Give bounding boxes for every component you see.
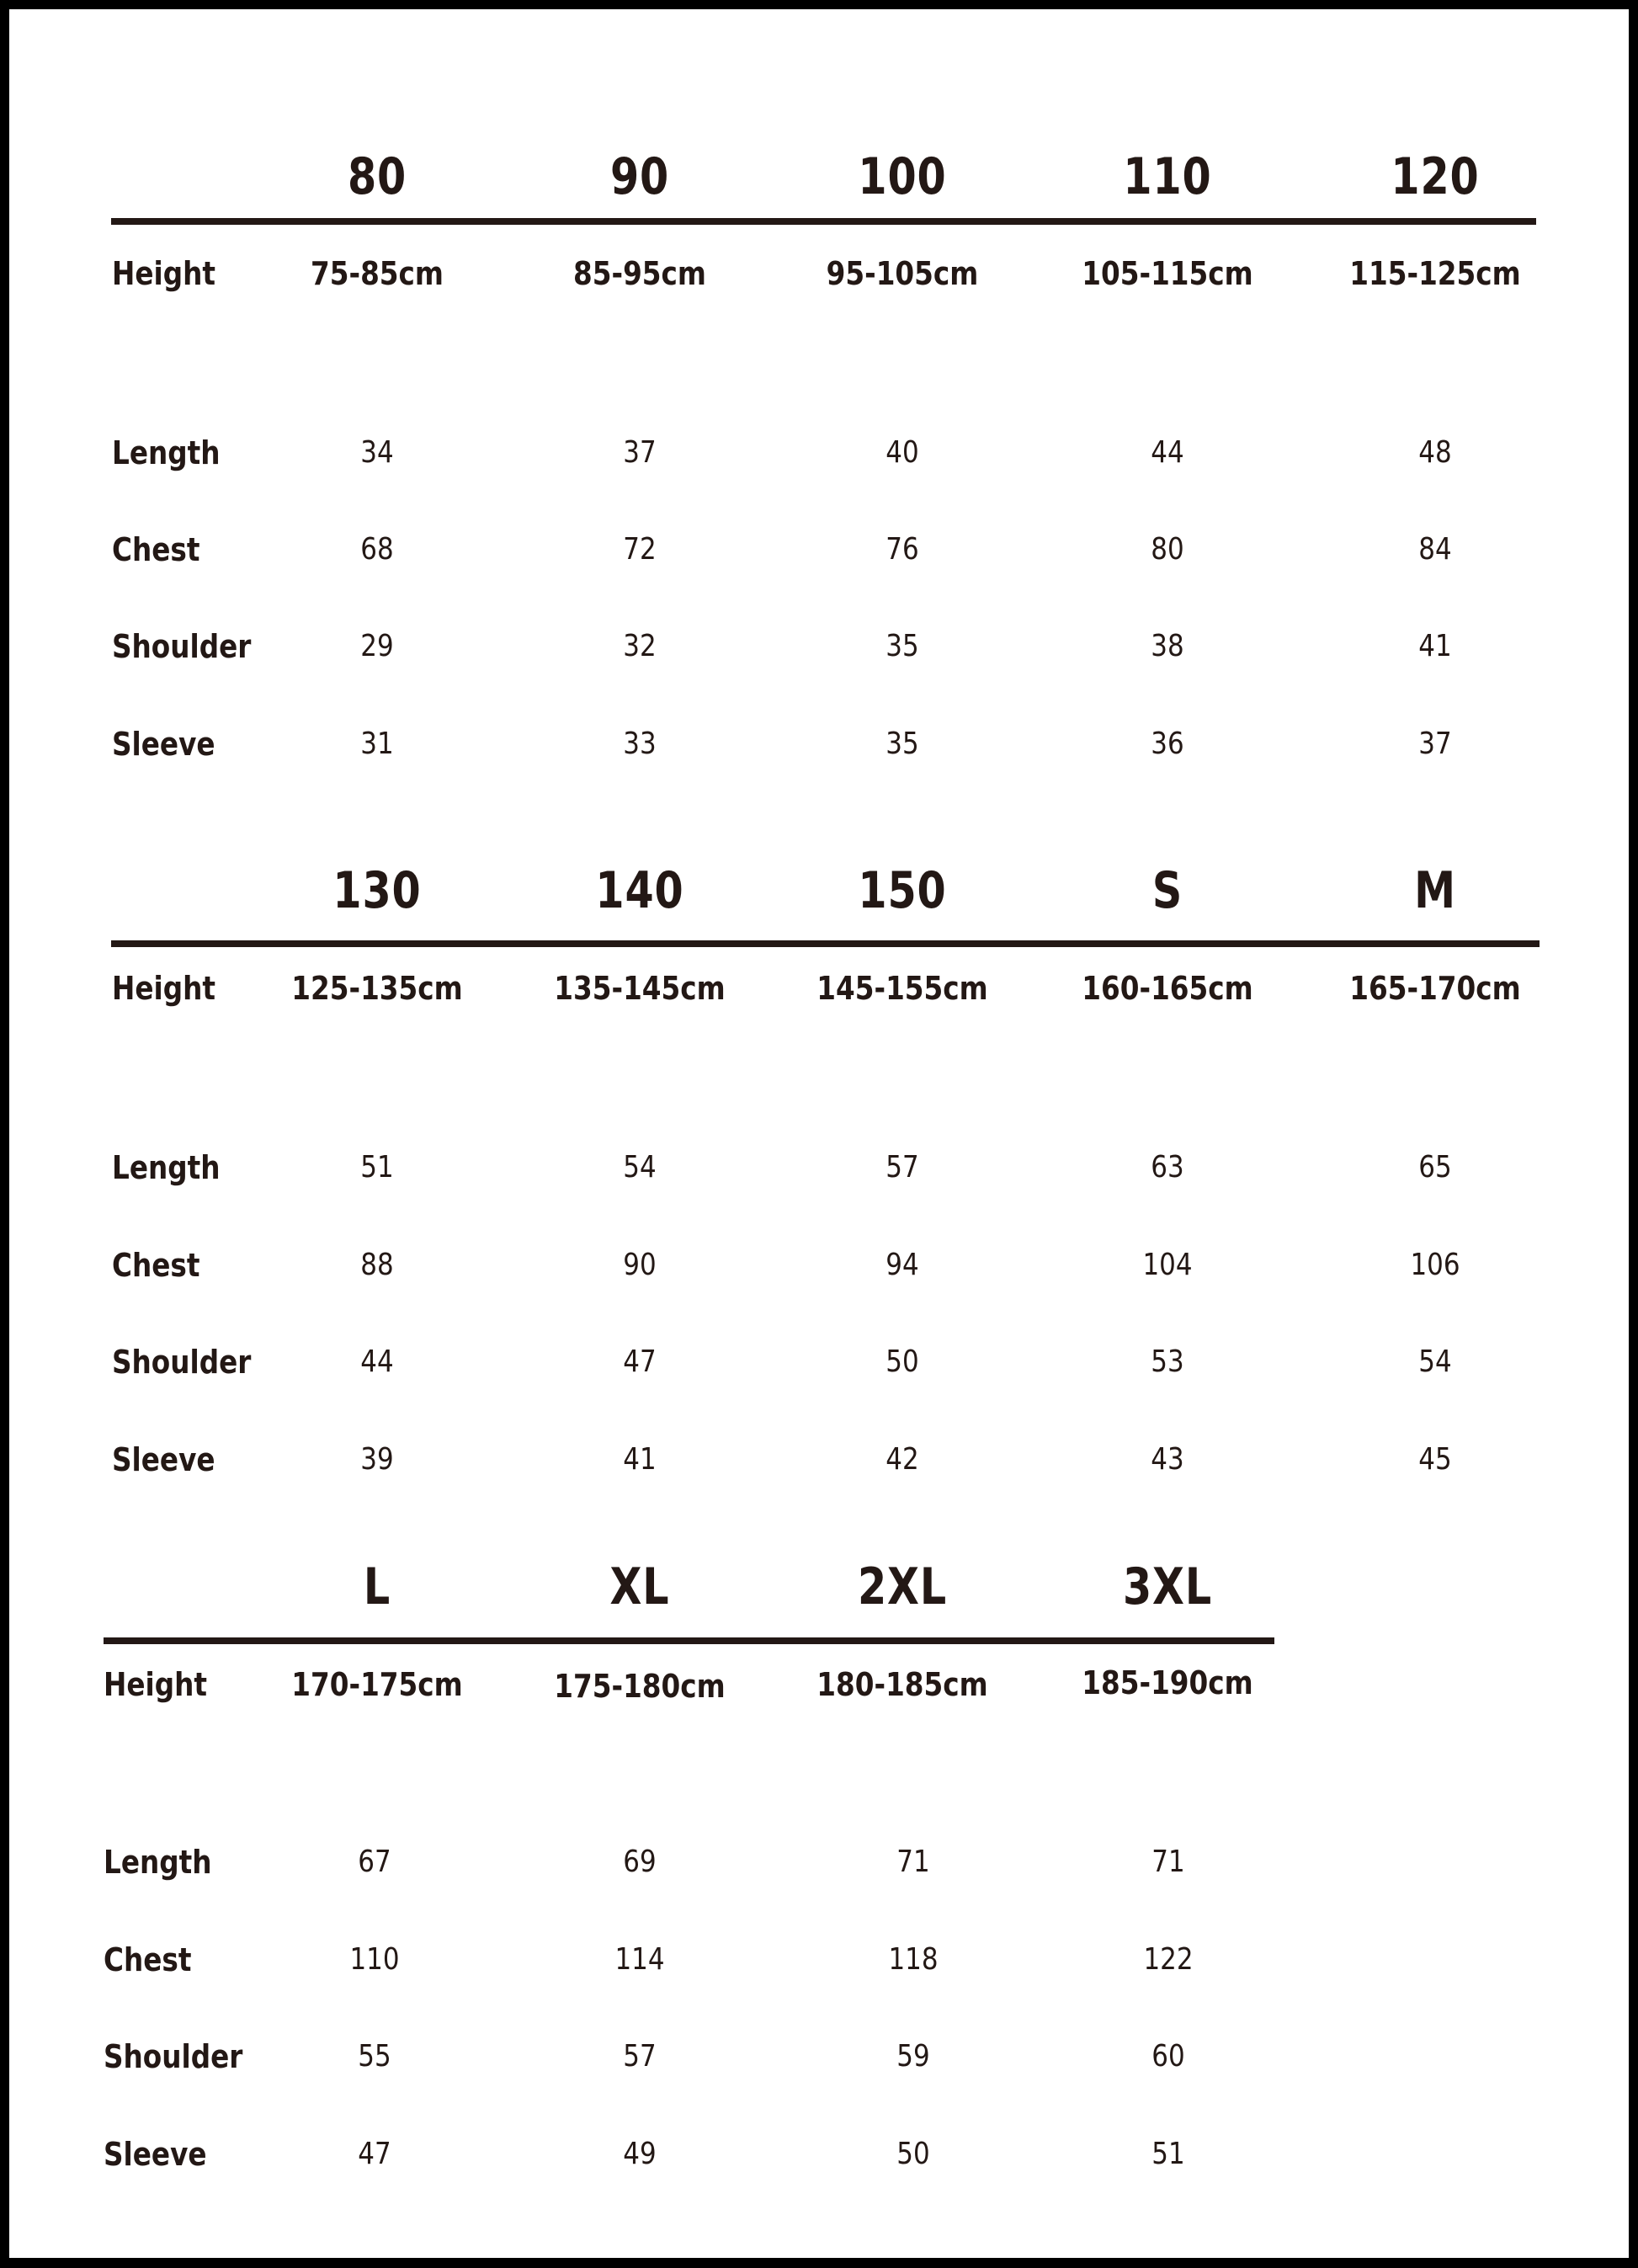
height-range: 180-185cm [816, 1666, 988, 1703]
header-divider [104, 1637, 1274, 1644]
height-range: 115-125cm [1349, 255, 1521, 292]
sleeve-value: 42 [885, 1442, 919, 1477]
sleeve-value: 35 [885, 727, 919, 761]
sleeve-value: 36 [1151, 727, 1184, 761]
shoulder-value: 57 [623, 2039, 657, 2074]
length-value: 44 [1151, 435, 1184, 470]
row-label-length: Length [112, 1149, 221, 1186]
row-label-length: Length [104, 1844, 212, 1881]
row-label-chest: Chest [104, 1941, 192, 1978]
sleeve-value: 49 [623, 2137, 657, 2171]
row-label-height: Height [112, 970, 216, 1007]
length-value: 71 [1151, 1845, 1185, 1879]
height-range: 170-175cm [291, 1666, 463, 1703]
row-label-sleeve: Sleeve [104, 2136, 207, 2173]
length-value: 69 [623, 1845, 657, 1879]
row-label-sleeve: Sleeve [112, 726, 215, 763]
size-header: 150 [858, 861, 947, 920]
sleeve-value: 43 [1151, 1442, 1184, 1477]
height-range: 125-135cm [291, 970, 463, 1007]
shoulder-value: 35 [885, 629, 919, 663]
row-label-sleeve: Sleeve [112, 1441, 215, 1478]
chest-value: 68 [360, 532, 394, 567]
size-header: 140 [595, 861, 684, 920]
shoulder-value: 29 [360, 629, 394, 663]
row-label-length: Length [112, 434, 221, 471]
sleeve-value: 45 [1418, 1442, 1452, 1477]
length-value: 54 [623, 1150, 657, 1185]
length-value: 34 [360, 435, 394, 470]
chest-value: 76 [885, 532, 919, 567]
height-range: 185-190cm [1082, 1664, 1253, 1701]
shoulder-value: 47 [623, 1344, 657, 1379]
chest-value: 122 [1143, 1942, 1194, 1977]
shoulder-value: 41 [1418, 629, 1452, 663]
size-header: 130 [332, 861, 422, 920]
size-header: 100 [858, 147, 947, 206]
row-label-chest: Chest [112, 531, 200, 568]
shoulder-value: 59 [896, 2039, 930, 2074]
shoulder-value: 53 [1151, 1344, 1184, 1379]
length-value: 51 [360, 1150, 394, 1185]
row-label-shoulder: Shoulder [112, 628, 252, 665]
height-range: 85-95cm [573, 255, 706, 292]
size-header: XL [609, 1557, 670, 1616]
sleeve-value: 47 [358, 2137, 391, 2171]
chest-value: 72 [623, 532, 657, 567]
chest-value: 118 [888, 1942, 939, 1977]
chest-value: 90 [623, 1248, 657, 1282]
size-header: 110 [1123, 147, 1212, 206]
chest-value: 94 [885, 1248, 919, 1282]
sleeve-value: 31 [360, 727, 394, 761]
size-chart-page [9, 9, 1629, 2258]
sleeve-value: 37 [1418, 727, 1452, 761]
chest-value: 84 [1418, 532, 1452, 567]
length-value: 63 [1151, 1150, 1184, 1185]
length-value: 67 [358, 1845, 391, 1879]
length-value: 48 [1418, 435, 1452, 470]
shoulder-value: 55 [358, 2039, 391, 2074]
shoulder-value: 44 [360, 1344, 394, 1379]
length-value: 40 [885, 435, 919, 470]
size-header: 120 [1391, 147, 1480, 206]
height-range: 95-105cm [826, 255, 979, 292]
row-label-shoulder: Shoulder [104, 2038, 243, 2075]
height-range: 160-165cm [1082, 970, 1253, 1007]
shoulder-value: 32 [623, 629, 657, 663]
height-range: 135-145cm [554, 970, 726, 1007]
length-value: 57 [885, 1150, 919, 1185]
chest-value: 88 [360, 1248, 394, 1282]
length-value: 65 [1418, 1150, 1452, 1185]
size-header: 2XL [858, 1557, 947, 1616]
shoulder-value: 38 [1151, 629, 1184, 663]
size-header: S [1151, 861, 1183, 920]
chest-value: 80 [1151, 532, 1184, 567]
size-header: M [1414, 861, 1456, 920]
height-range: 175-180cm [554, 1668, 726, 1705]
chest-value: 106 [1410, 1248, 1460, 1282]
sleeve-value: 51 [1151, 2137, 1185, 2171]
sleeve-value: 41 [623, 1442, 657, 1477]
size-header: 80 [347, 147, 407, 206]
size-header: 3XL [1123, 1557, 1212, 1616]
height-range: 105-115cm [1082, 255, 1253, 292]
header-divider [111, 940, 1540, 947]
size-header: 90 [609, 147, 670, 206]
row-label-shoulder: Shoulder [112, 1344, 252, 1381]
length-value: 71 [896, 1845, 930, 1879]
shoulder-value: 50 [885, 1344, 919, 1379]
chest-value: 104 [1142, 1248, 1193, 1282]
row-label-height: Height [104, 1666, 208, 1703]
chest-value: 110 [349, 1942, 400, 1977]
height-range: 165-170cm [1349, 970, 1521, 1007]
shoulder-value: 54 [1418, 1344, 1452, 1379]
length-value: 37 [623, 435, 657, 470]
sleeve-value: 39 [360, 1442, 394, 1477]
size-header: L [363, 1557, 391, 1616]
height-range: 75-85cm [311, 255, 444, 292]
shoulder-value: 60 [1151, 2039, 1185, 2074]
height-range: 145-155cm [816, 970, 988, 1007]
header-divider [111, 218, 1536, 225]
sleeve-value: 33 [623, 727, 657, 761]
row-label-chest: Chest [112, 1247, 200, 1284]
sleeve-value: 50 [896, 2137, 930, 2171]
row-label-height: Height [112, 255, 216, 292]
chest-value: 114 [614, 1942, 665, 1977]
